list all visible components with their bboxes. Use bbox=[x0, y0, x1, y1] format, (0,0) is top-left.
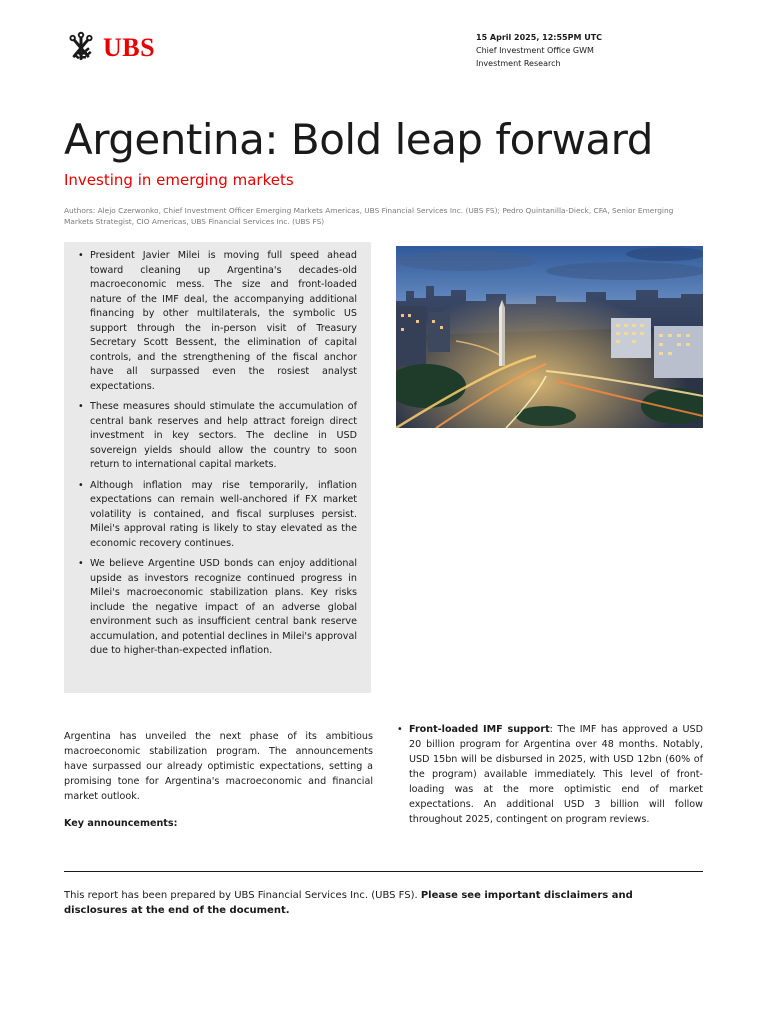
footer-text: This report has been prepared by UBS Financial Services Inc. (UBS FS). bbox=[64, 890, 421, 901]
bullet-dot: • bbox=[78, 250, 84, 261]
summary-box bbox=[64, 242, 371, 693]
footer-divider bbox=[64, 871, 703, 872]
footer-disclaimer bbox=[64, 889, 684, 918]
bullet-dot: • bbox=[78, 479, 84, 491]
key-announcements-heading: Key announcements: bbox=[64, 818, 178, 829]
bullet-dot: • bbox=[78, 401, 84, 412]
summary-bullet bbox=[77, 557, 357, 659]
summary-bullet-text: Although inflation may rise temporarily, inflation expectations can remain well-anchored if FX market volatility is contained, and fiscal surpluses persist. Milei's approval rating is likely to stay elevated as the economic recovery continues. bbox=[90, 479, 357, 549]
imf-bullet-title: Front-loaded IMF support bbox=[409, 724, 550, 735]
ubs-logo bbox=[64, 31, 155, 65]
buenos-aires-photo bbox=[396, 246, 703, 428]
intro-column bbox=[64, 729, 373, 831]
bullet-dot: • bbox=[78, 558, 84, 569]
imf-bullet-text: : The IMF has approved a USD 20 billion program for Argentina over 48 months. Notably, USD 15bn will be disbursed in 2025, with USD 12bn (60% of the program) available immediately. This level of front-loading was at the more optimistic end of market expectations. An additional USD 3 billion will follow throughout 2025, contingent on program reviews. bbox=[409, 724, 703, 825]
logo-text: UBS bbox=[103, 33, 156, 62]
report-meta bbox=[476, 31, 602, 70]
intro-paragraph: Argentina has unveiled the next phase of its ambitious macroeconomic stabilization program. The announcements have surpassed our already optimistic expectations, setting a promising tone for Argentina's macroeconomic and financial market outlook. bbox=[64, 731, 373, 802]
summary-bullet-text: We believe Argentine USD bonds can enjoy additional upside as investors recognize continued progress in Milei's macroeconomic stabilization plans. Key risks include the negative impact of an adverse global environment such as insufficient central bank reserve accumulation, and potential declines in Milei's approval due to higher-than-expected inflation. bbox=[90, 558, 357, 656]
imf-bullet bbox=[396, 722, 703, 827]
summary-bullet bbox=[77, 400, 357, 473]
summary-bullet-text: These measures should stimulate the accumulation of central bank reserves and help attract foreign direct investment in key sectors. The decline in USD sovereign yields should allow the country to soon return to international capital markets. bbox=[90, 401, 357, 470]
summary-bullet bbox=[77, 479, 357, 552]
announcements-column bbox=[396, 722, 703, 827]
report-department: Investment Research bbox=[476, 59, 561, 68]
bullet-dot: • bbox=[397, 724, 403, 735]
authors-line: Authors: Alejo Czerwonko, Chief Investment Officer Emerging Markets Americas, UBS Financial Services Inc. (UBS FS); Pedro Quintanilla-Dieck, CFA, Senior Emerging Markets Strategist, CIO Americas, UBS Financial Services Inc. (UBS FS) bbox=[64, 206, 674, 226]
summary-list bbox=[77, 249, 357, 659]
footer-bold-text: Please see important disclaimers and disclosures at the end of the document. bbox=[64, 890, 633, 916]
report-office: Chief Investment Office GWM bbox=[476, 46, 594, 55]
keys-icon bbox=[64, 31, 98, 65]
page-subtitle: Investing in emerging markets bbox=[64, 171, 294, 189]
page-title: Argentina: Bold leap forward bbox=[64, 115, 653, 164]
report-date: 15 April 2025, 12:55PM UTC bbox=[476, 33, 603, 42]
summary-bullet-text: President Javier Milei is moving full speed ahead toward cleaning up Argentina's decades-old macroeconomic mess. The size and front-loaded nature of the IMF deal, the accompanying additional financing by other multilaterals, the symbolic US support through the in-person visit of Treasury Secretary Scott Bessent, the elimination of capital controls, and the strengthening of the fiscal anchor have all surpassed even the rosiest analyst expectations. bbox=[90, 250, 357, 392]
summary-bullet bbox=[77, 249, 357, 394]
